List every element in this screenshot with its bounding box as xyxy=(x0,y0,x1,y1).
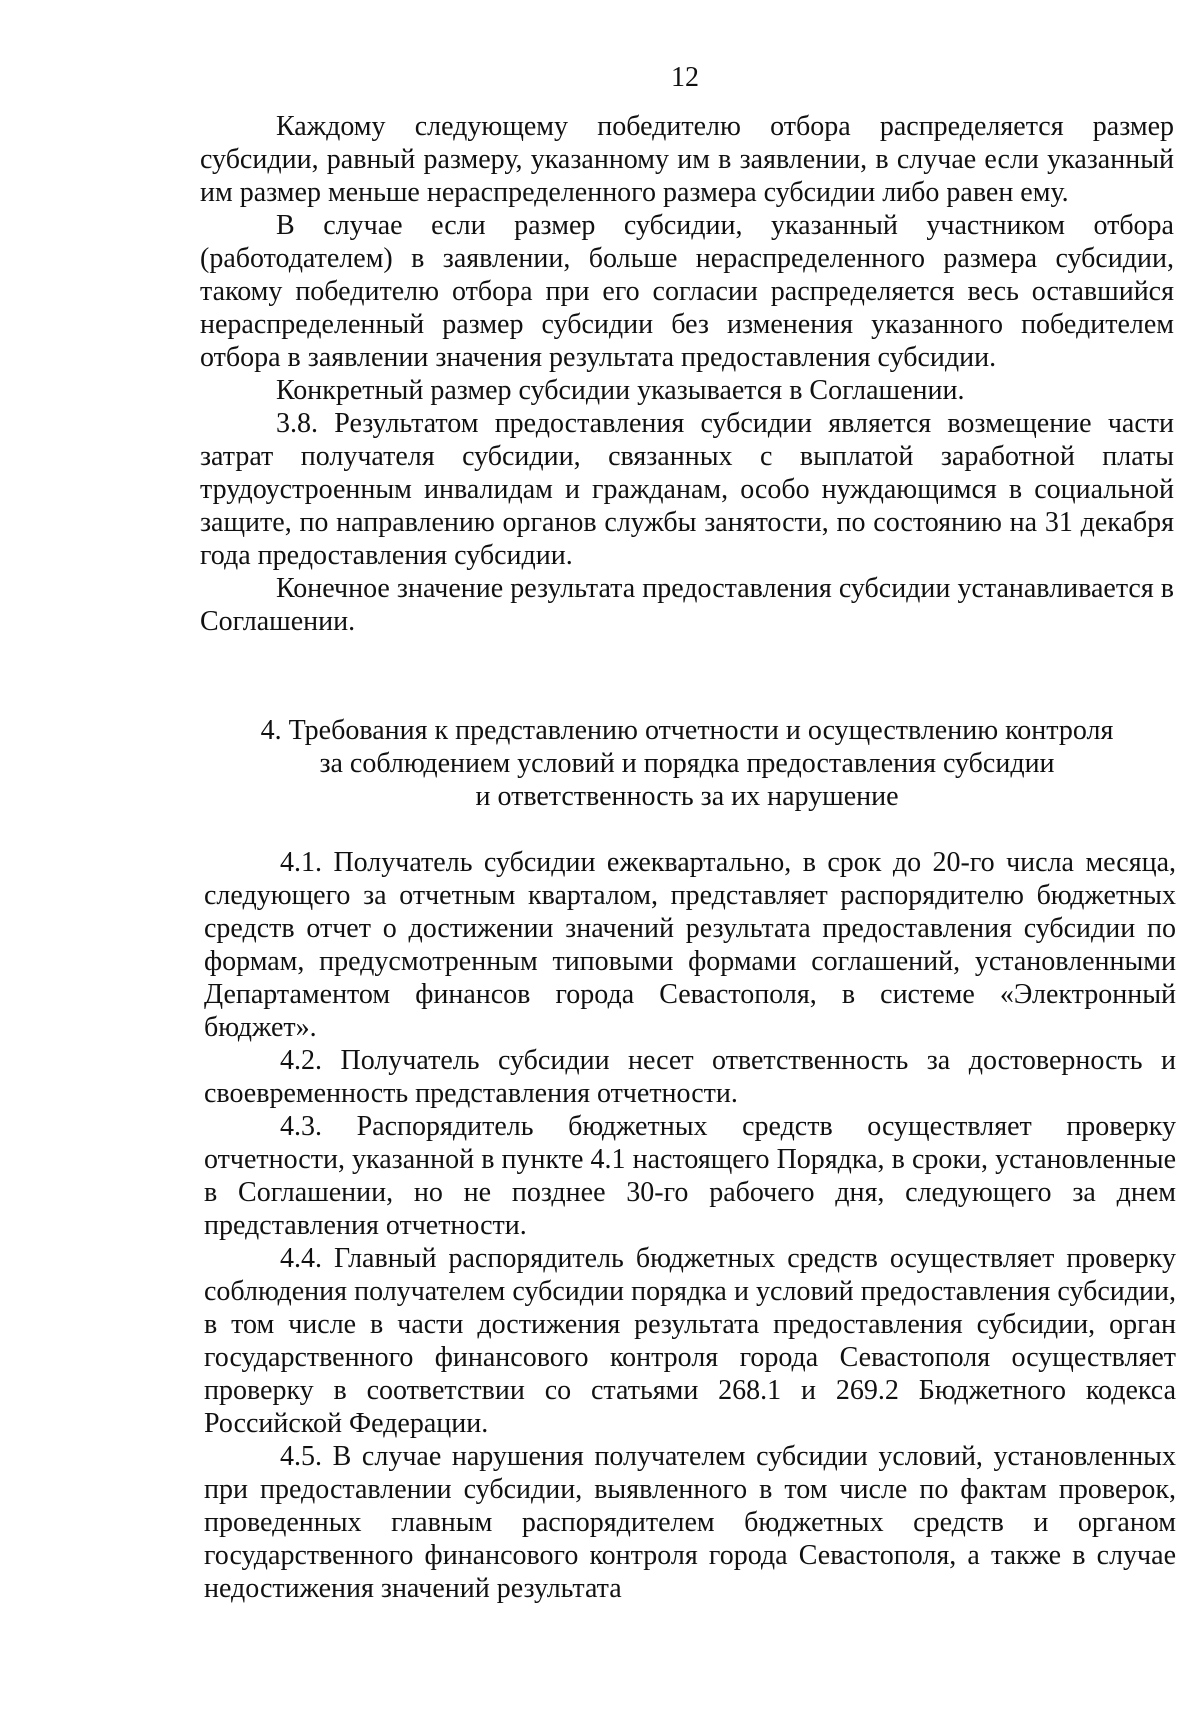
paragraph: Конкретный размер субсидии указывается в Соглашении. xyxy=(276,375,965,406)
heading-line: за соблюдением условий и порядка предоставления субсидии xyxy=(319,748,1055,779)
paragraph: 4.3. Распорядитель бюджетных средств осуществляет проверку отчетности, указанной в пункте 4.1 настоящего Порядка, в сроки, установленные в Соглашении, но не позднее 30-го рабочего дня, следующего за днем представления отчетности. xyxy=(204,1111,1176,1241)
page-number: 12 xyxy=(671,62,699,93)
paragraph: 4.5. В случае нарушения получателем субсидии условий, установленных при предоставлении субсидии, выявленного в том числе по фактам проверок, проведенных главным распорядителем бюджетных средств и органом государственного финансового контроля города Севастополя, а также в случае недостижения значений результата xyxy=(204,1441,1176,1604)
paragraph: Каждому следующему победителю отбора распределяется размер субсидии, равный размеру, указанному им в заявлении, в случае если указанный им размер меньше нераспределенного размера субсидии либо равен ему. xyxy=(200,111,1174,208)
body-section-4 xyxy=(204,846,1176,1605)
heading-line: 4. Требования к представлению отчетности и осуществлению контроля xyxy=(260,715,1114,746)
paragraph: 4.4. Главный распорядитель бюджетных средств осуществляет проверку соблюдения получателем субсидии порядка и условий предоставления субсидии, в том числе в части достижения результата предоставления субсидии, орган государственного финансового контроля города Севастополя осуществляет проверку в соответствии со статьями 268.1 и 269.2 Бюджетного кодекса Российской Федерации. xyxy=(204,1243,1176,1439)
paragraph: 4.1. Получатель субсидии ежеквартально, в срок до 20-го числа месяца, следующего за отчетным кварталом, представляет распорядителю бюджетных средств отчет о достижении значений результата предоставления субсидии по формам, предусмотренным типовыми формами соглашений, установленными Департаментом финансов города Севастополя, в системе «Электронный бюджет». xyxy=(204,847,1176,1043)
paragraph: Конечное значение результата предоставления субсидии устанавливается в Соглашении. xyxy=(200,573,1174,637)
section-heading xyxy=(200,714,1174,813)
paragraph: 3.8. Результатом предоставления субсидии является возмещение части затрат получателя субсидии, связанных с выплатой заработной платы трудоустроенным инвалидам и гражданам, особо нуждающимся в социальной защите, по направлению органов службы занятости, по состоянию на 31 декабря года предоставления субсидии. xyxy=(200,408,1174,571)
body-section-3 xyxy=(200,110,1174,638)
paragraph: В случае если размер субсидии, указанный участником отбора (работодателем) в заявлении, больше нераспределенного размера субсидии, такому победителю отбора при его согласии распределяется весь оставшийся нераспределенный размер субсидии без изменения указанного победителем отбора в заявлении значения результата предоставления субсидии. xyxy=(200,210,1174,373)
paragraph: 4.2. Получатель субсидии несет ответственность за достоверность и своевременность представления отчетности. xyxy=(204,1045,1176,1109)
heading-line: и ответственность за их нарушение xyxy=(475,781,899,812)
